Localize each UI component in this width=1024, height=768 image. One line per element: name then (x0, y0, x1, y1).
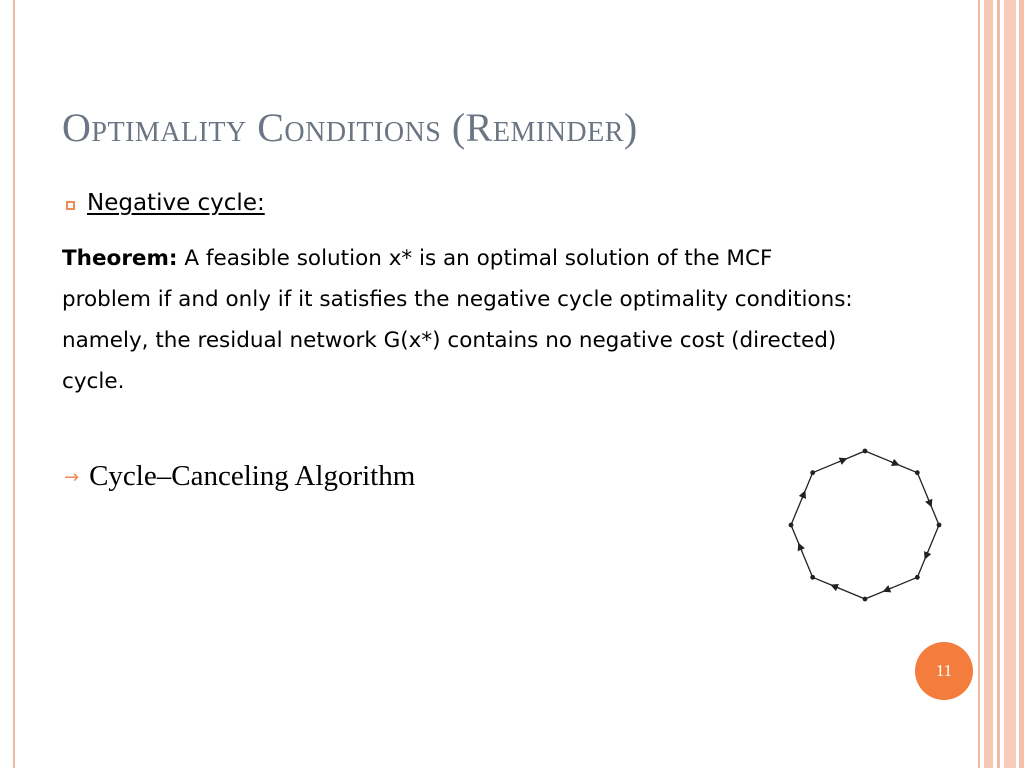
right-stripe (984, 0, 993, 768)
cycle-node (937, 523, 942, 528)
cycle-edge (917, 551, 928, 577)
cycle-edge (891, 462, 917, 473)
cycle-edge (791, 525, 802, 551)
cycle-edge (839, 451, 865, 462)
cycle-edge (928, 499, 939, 525)
theorem-paragraph (62, 238, 862, 402)
right-stripe (997, 0, 1000, 768)
theorem-text: A feasible solution x* is an optimal solution of the MCF problem if and only if it satisfies the negative cycle optimality conditions: namely, the residual network G(x*) contains no negative cost (directed) cycle. (62, 246, 853, 394)
cycle-node (915, 470, 920, 475)
arrow-item (64, 460, 415, 493)
directed-cycle-diagram (780, 440, 950, 610)
page-number-badge: 11 (915, 642, 973, 700)
cycle-node (863, 597, 868, 602)
cycle-node (915, 575, 920, 580)
slide-title: Optimality Conditions (Reminder) (62, 105, 638, 150)
left-border-line (13, 0, 15, 768)
arrow-right-icon: → (64, 467, 80, 488)
algorithm-label: Cycle–Canceling Algorithm (89, 460, 416, 492)
cycle-node (810, 575, 815, 580)
cycle-node (810, 470, 815, 475)
theorem-label: Theorem: (62, 246, 178, 271)
right-stripe (978, 0, 980, 768)
cycle-node (863, 449, 868, 454)
cycle-edge (802, 473, 813, 499)
cycle-edge (865, 588, 891, 599)
right-stripe (1004, 0, 1016, 768)
square-bullet-icon (66, 201, 75, 210)
bullet-label: Negative cycle: (87, 190, 265, 216)
cycle-edge (813, 577, 839, 588)
right-stripe (1019, 0, 1024, 768)
cycle-node (789, 523, 794, 528)
bullet-item (66, 190, 265, 216)
